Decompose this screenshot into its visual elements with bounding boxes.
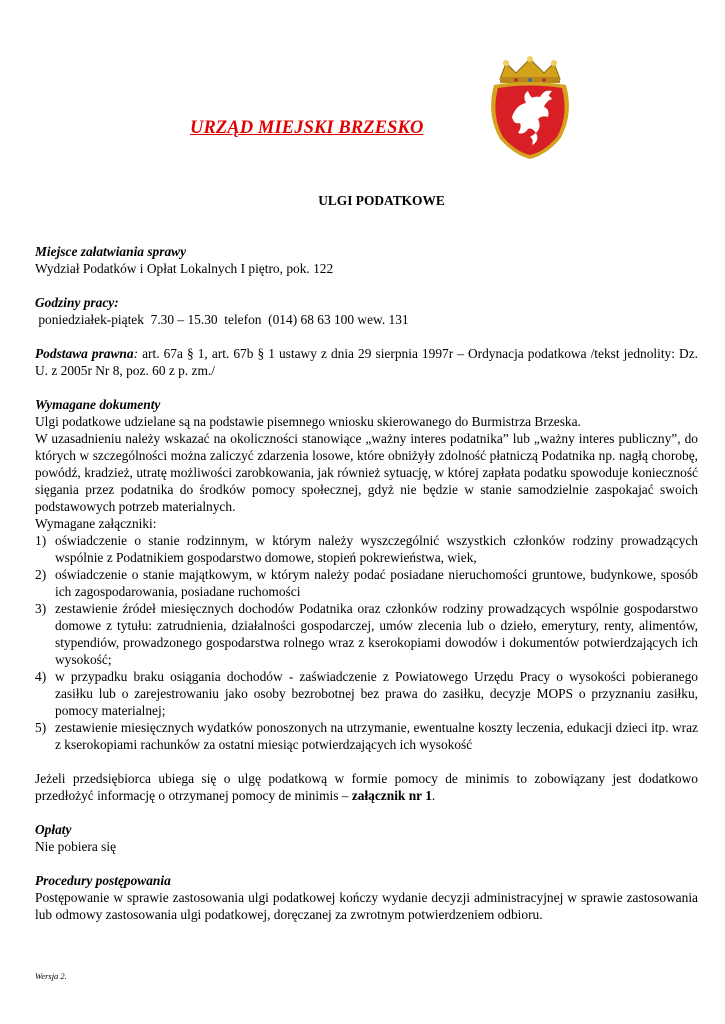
list-item: 2) oświadczenie o stanie majątkowym, w którym należy podać posiadane nieruchomości gruntowe, budynkowe, sposób ich zagospodarowania, posiadane ruchomości (35, 567, 698, 599)
attachments-list (35, 532, 698, 753)
required-documents-justification: W uzasadnieniu należy wskazać na okoliczności stanowiące „ważny interes podatnika” lub „ważny interes publiczny”, do których w szczególności można zaliczyć zdarzenia losowe, które obniżyły zdolność płatniczą Podatnika np. nagłą chorobę, powódź, kradzież, utratę możliwości zarobkowania, jak również sytuację, w której zapłata podatku spowoduje konieczność sięgania przez podatnika do środków pomocy społecznej, gdyż nie będzie w stanie samodzielnie zaspokajać swoich podstawowych potrzeb materialnych. (35, 431, 698, 514)
fees-heading: Opłaty (35, 822, 72, 837)
procedure-heading: Procedury postępowania (35, 873, 171, 888)
location-text: Wydział Podatków i Opłat Lokalnych I piętro, pok. 122 (35, 261, 334, 276)
location-heading: Miejsce załatwiania sprawy (35, 244, 187, 259)
de-minimis-attachment: załącznik nr 1 (351, 788, 432, 803)
procedure-text: Postępowanie w sprawie zastosowania ulgi podatkowej kończy wydanie decyzji administracyjnej w sprawie zastosowania lub odmowy zastosowania ulgi podatkowej, doręczanej za zwrotnym potwierdzeniem odbioru. (35, 890, 698, 922)
list-item: 1) oświadczenie o stanie rodzinnym, w którym należy wyszczególnić wszystkich członków rodziny prowadzących wspólnie z Podatnikiem gospodarstwo domowe, stopień pokrewieństwa, wiek, (35, 533, 698, 565)
fees-text: Nie pobiera się (35, 839, 117, 854)
legal-basis-text: art. 67a § 1, art. 67b § 1 ustawy z dnia 29 sierpnia 1997r – Ordynacja podatkowa /tekst jednolity: Dz. U. z 2005r Nr 8, poz. 60 z p. zm./ (35, 346, 698, 378)
document-title (0, 192, 725, 209)
list-item: 5) zestawienie miesięcznych wydatków ponoszonych na utrzymanie, ewentualne koszty leczenia, edukacji dzieci itp. wraz z kserokopiami rachunków za ostatni miesiąc potwierdzających ich wysokość (35, 720, 698, 752)
document-body (35, 243, 698, 923)
hours-text: poniedziałek-piątek 7.30 – 15.30 telefon (014) 68 63 100 wew. 131 (35, 312, 409, 327)
list-item: 3) zestawienie źródeł miesięcznych dochodów Podatnika oraz członków rodziny prowadzących wspólnie gospodarstwo domowe z tytułu: zatrudnienia, działalności gospodarczej, umów zlecenia lub o dzieło, emerytury, renty, alimentów, stypendiów, prowadzonego gospodarstwa rolnego wraz z kserokopiami dowodów i dokumentów potwierdzających ich wysokość; (35, 601, 698, 667)
version-label: Wersja 2. (35, 971, 67, 981)
list-item: 4) w przypadku braku osiągania dochodów - zaświadczenie z Powiatowego Urzędu Pracy o wysokości pobieranego zasiłku lub o zarejestrowaniu jako osoby bezrobotnej bez prawa do zasiłku, decyzje MOPS o przyznaniu zasiłku, pomocy materialnej; (35, 669, 698, 718)
hours-heading: Godziny pracy: (35, 295, 119, 310)
document-title-text: ULGI PODATKOWE (318, 193, 445, 208)
legal-basis: Podstawa prawna: art. 67a § 1, art. 67b § 1 ustawy z dnia 29 sierpnia 1997r – Ordynacja podatkowa /tekst jednolity: Dz. U. z 2005r Nr 8, poz. 60 z p. zm./ (35, 346, 698, 378)
required-documents-intro: Ulgi podatkowe udzielane są na podstawie pisemnego wniosku skierowanego do Burmistrza Brzeska. (35, 414, 581, 429)
attachments-label: Wymagane załączniki: (35, 516, 157, 531)
brzesko-coat-of-arms-icon (482, 55, 578, 161)
de-minimis-text: Jeżeli przedsiębiorca ubiega się o ulgę podatkową w formie pomocy de minimis to zobowiązany jest dodatkowo przedłożyć informację o otrzymanej pomocy de minimis – (35, 771, 698, 803)
legal-basis-label: Podstawa prawna (35, 346, 134, 361)
office-name: URZĄD MIEJSKI BRZESKO (190, 118, 424, 138)
de-minimis-note: Jeżeli przedsiębiorca ubiega się o ulgę podatkową w formie pomocy de minimis to zobowiązany jest dodatkowo przedłożyć informację o otrzymanej pomocy de minimis – załącznik nr 1. (35, 771, 698, 803)
required-documents-heading: Wymagane dokumenty (35, 397, 161, 412)
